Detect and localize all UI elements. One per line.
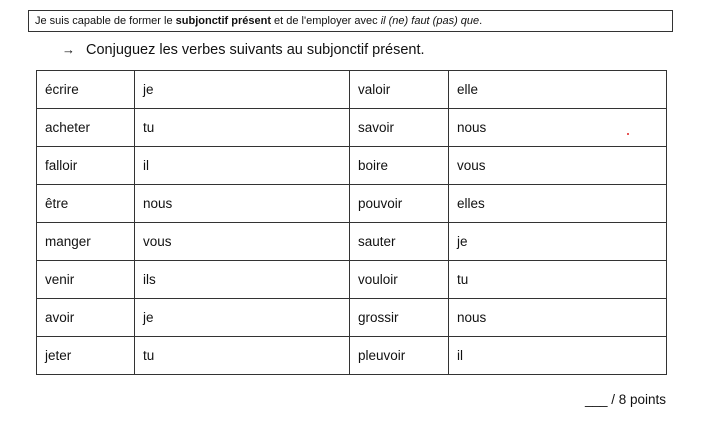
- table-row: [37, 337, 667, 375]
- verb-cell: boire: [350, 147, 449, 185]
- answer-cell[interactable]: tu: [135, 337, 350, 375]
- objective-text-end: .: [479, 15, 483, 27]
- verb-cell: falloir: [37, 147, 135, 185]
- objective-text-1: Je suis capable de former le: [35, 15, 176, 27]
- objective-box: [28, 10, 673, 32]
- verb-cell: vouloir: [350, 261, 449, 299]
- answer-cell[interactable]: il: [135, 147, 350, 185]
- verb-cell: jeter: [37, 337, 135, 375]
- verb-cell: venir: [37, 261, 135, 299]
- verb-cell: écrire: [37, 71, 135, 109]
- objective-text-italic: il (ne) faut (pas) que: [380, 15, 480, 27]
- answer-cell[interactable]: je: [449, 223, 667, 261]
- answer-cell[interactable]: il: [449, 337, 667, 375]
- stray-mark: [627, 133, 629, 135]
- instruction: [62, 40, 425, 60]
- score-label: ___ / 8 points: [584, 392, 666, 407]
- verb-cell: manger: [37, 223, 135, 261]
- table-row: [37, 185, 667, 223]
- table-row: [37, 71, 667, 109]
- answer-cell[interactable]: vous: [449, 147, 667, 185]
- answer-cell[interactable]: elle: [449, 71, 667, 109]
- answer-cell[interactable]: tu: [135, 109, 350, 147]
- answer-cell[interactable]: nous: [449, 109, 667, 147]
- answer-cell[interactable]: vous: [135, 223, 350, 261]
- answer-cell[interactable]: nous: [135, 185, 350, 223]
- objective-text-bold: subjonctif présent: [175, 15, 271, 27]
- table-row: [37, 147, 667, 185]
- table-row: [37, 261, 667, 299]
- verb-cell: sauter: [350, 223, 449, 261]
- instruction-text: Conjuguez les verbes suivants au subjonctif présent.: [86, 42, 425, 58]
- answer-cell[interactable]: tu: [449, 261, 667, 299]
- objective-text-2: et de l'employer avec: [270, 15, 381, 27]
- answer-cell[interactable]: ils: [135, 261, 350, 299]
- verb-cell: pleuvoir: [350, 337, 449, 375]
- table-row: [37, 299, 667, 337]
- verb-cell: savoir: [350, 109, 449, 147]
- verb-cell: valoir: [350, 71, 449, 109]
- table-row: [37, 109, 667, 147]
- answer-cell[interactable]: nous: [449, 299, 667, 337]
- verb-cell: avoir: [37, 299, 135, 337]
- verb-cell: être: [37, 185, 135, 223]
- answer-cell[interactable]: je: [135, 71, 350, 109]
- answer-cell[interactable]: elles: [449, 185, 667, 223]
- table-row: [37, 223, 667, 261]
- verb-cell: acheter: [37, 109, 135, 147]
- verb-cell: pouvoir: [350, 185, 449, 223]
- verb-cell: grossir: [350, 299, 449, 337]
- answer-cell[interactable]: je: [135, 299, 350, 337]
- conjugation-table: [36, 70, 667, 375]
- arrow-right-icon: →: [62, 42, 75, 57]
